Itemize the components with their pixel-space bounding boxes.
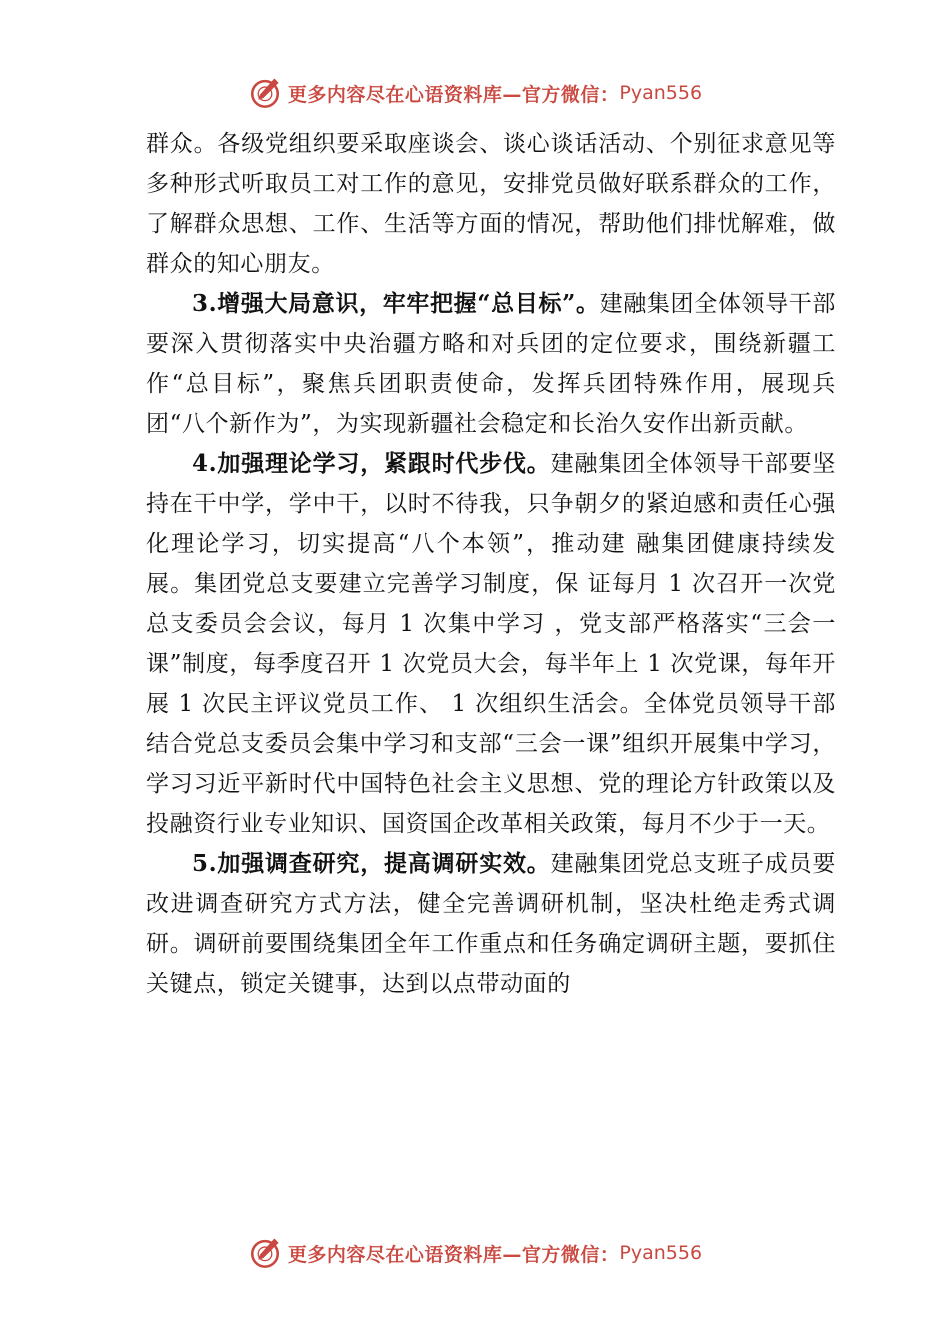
pen-circle-logo-icon <box>248 76 282 110</box>
watermark-header <box>0 73 950 113</box>
watermark-footer <box>0 1233 950 1273</box>
watermark-handle: Pyan556 <box>619 82 703 104</box>
paragraph-3 <box>146 444 836 844</box>
paragraph-heading: 5.加强调查研究，提高调研实效。 <box>192 850 551 877</box>
paragraph-1 <box>146 124 836 284</box>
document-body <box>146 124 836 1004</box>
pen-circle-logo-icon <box>248 1236 282 1270</box>
paragraph-text: 建融集团党总支班子成员要改进调查研究方式方法，健全完善调研机制，坚决杜绝走秀式调研。调研前要围绕集团全年工作重点和任务确定调研主题，要抓住关键点，锁定关键事，达到以点带动面的 <box>146 851 836 997</box>
paragraph-text: 群众。各级党组织要采取座谈会、谈心谈话活动、个别征求意见等多种形式听取员工对工作的意见，安排党员做好联系群众的工作，了解群众思想、工作、生活等方面的情况，帮助他们排忧解难，做群众的知心朋友。 <box>146 131 836 277</box>
watermark-handle: Pyan556 <box>619 1242 703 1264</box>
watermark-text: 更多内容尽在心语资料库—官方微信： <box>287 83 620 106</box>
paragraph-heading: 3.增强大局意识，牢牢把握“总目标”。 <box>192 290 600 317</box>
paragraph-heading: 4.加强理论学习，紧跟时代步伐。 <box>192 450 551 477</box>
paragraph-4 <box>146 844 836 1004</box>
paragraph-text: 建融集团全体领导干部要深入贯彻落实中央治疆方略和对兵团的定位要求，围绕新疆工作“总目标”，聚焦兵团职责使命，发挥兵团特殊作用，展现兵团“八个新作为”，为实现新疆社会稳定和长治久安作出新贡献。 <box>146 291 837 437</box>
paragraph-2 <box>146 284 836 444</box>
watermark-text: 更多内容尽在心语资料库—官方微信： <box>287 1243 620 1266</box>
paragraph-text: 建融集团全体领导干部要坚持在干中学，学中干，以时不待我，只争朝夕的紧迫感和责任心强化理论学习，切实提高“八个本领”，推动建 融集团健康持续发展。集团党总支要建立完善学习制度，保 证每月 1 次召开一次党总支委员会会议，每月 1 次集中学习 ，党支部严格落实“三会一课”制度，每季度召开 1 次党员大会，每半年上 1 次党课，每年开展 1 次民主评议党员工作、 1 次组织生活会。全体党员领导干部结合党总支委员会集中学习和支部“三会一课”组织开展集中学习，学习习近平新时代中国特色社会主义思想、党的理论方针政策以及投融资行业专业知识、国资国企改革相关政策，每月不少于一天。 <box>146 451 836 837</box>
